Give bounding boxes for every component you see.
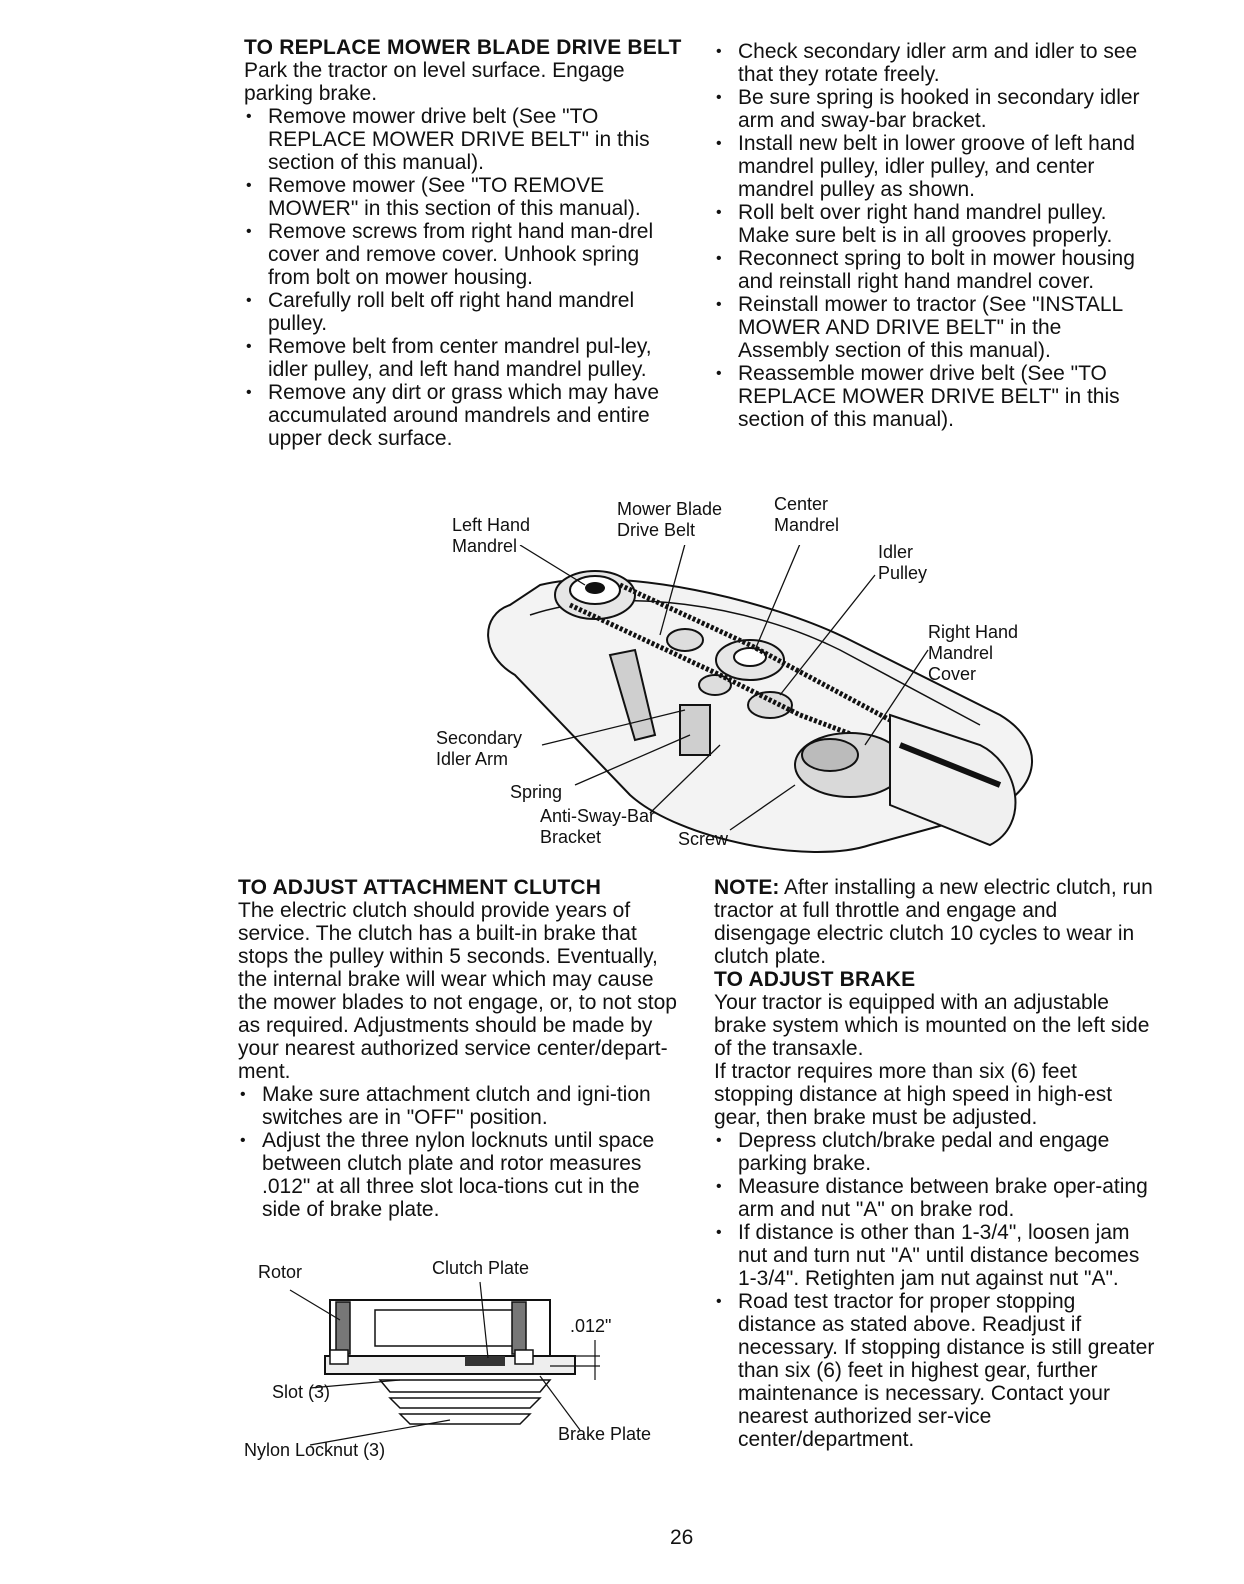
label-idler-pulley: Idler Pulley	[878, 542, 928, 583]
list-item: • Road test tractor for proper stopping distance as stated above. Readjust if necessary. If stopping distance is still greater than six (6) feet in highest gear, further maintenance is necessary. Contact your nearest authorized ser-vice center/department.	[714, 1290, 1159, 1451]
section-replace-blade-belt-continued	[714, 40, 1154, 431]
label-nylon-locknut: Nylon Locknut (3)	[244, 1440, 386, 1460]
steps-list-right	[714, 40, 1154, 431]
brake-paragraph-2: If tractor requires more than six (6) feet stopping distance at high speed in high-est gear, then brake must be adjusted.	[714, 1060, 1113, 1129]
list-item: • Reinstall mower to tractor (See "INSTALL MOWER AND DRIVE BELT" in the Assembly section of this manual).	[714, 293, 1154, 362]
mower-deck-illustration	[420, 545, 1060, 875]
list-item: • Be sure spring is hooked in secondary idler arm and sway-bar bracket.	[714, 86, 1154, 132]
clutch-steps-list	[238, 1083, 683, 1221]
label-left-hand-mandrel: Left Hand Mandrel	[452, 515, 531, 556]
label-spring: Spring	[510, 782, 563, 802]
label-screw: Screw	[678, 829, 729, 849]
label-mower-blade-drive-belt: Mower Blade Drive Belt	[617, 499, 723, 540]
steps-list-left	[244, 105, 684, 450]
label-center-mandrel: Center Mandrel	[774, 494, 840, 535]
list-item: • Measure distance between brake oper-ating arm and nut "A" on brake rod.	[714, 1175, 1159, 1221]
list-item: • Carefully roll belt off right hand mandrel pulley.	[244, 289, 684, 335]
label-brake-plate: Brake Plate	[558, 1424, 652, 1444]
label-gap-measurement: .012"	[570, 1316, 612, 1336]
list-item: • If distance is other than 1-3/4", loosen jam nut and turn nut "A" until distance becomes 1-3/4". Retighten jam nut against nut "A".	[714, 1221, 1159, 1290]
label-right-hand-mandrel-cover: Right Hand Mandrel Cover	[928, 622, 1019, 684]
label-rotor: Rotor	[258, 1262, 303, 1282]
list-item: • Remove mower drive belt (See "TO REPLACE MOWER DRIVE BELT" in this section of this manual).	[244, 105, 684, 174]
list-item: • Remove screws from right hand man-drel cover and remove cover. Unhook spring from bolt on mower housing.	[244, 220, 684, 289]
list-item: • Install new belt in lower groove of left hand mandrel pulley, idler pulley, and center mandrel pulley as shown.	[714, 132, 1154, 201]
note-label: NOTE:	[714, 876, 780, 899]
heading-adjust-clutch: TO ADJUST ATTACHMENT CLUTCH	[238, 876, 602, 899]
list-item: • Remove belt from center mandrel pul-ley, idler pulley, and left hand mandrel pulley.	[244, 335, 684, 381]
label-anti-sway-bar-bracket: Anti-Sway-Bar Bracket	[540, 806, 656, 847]
section-adjust-brake	[714, 876, 1159, 1451]
heading-replace-blade-belt: TO REPLACE MOWER BLADE DRIVE BELT	[244, 36, 682, 59]
section-replace-blade-belt	[244, 36, 684, 450]
list-item: • Check secondary idler arm and idler to see that they rotate freely.	[714, 40, 1154, 86]
list-item: • Reassemble mower drive belt (See "TO REPLACE MOWER DRIVE BELT" in this section of this manual).	[714, 362, 1154, 431]
list-item: • Depress clutch/brake pedal and engage parking brake.	[714, 1129, 1159, 1175]
list-item: • Remove mower (See "TO REMOVE MOWER" in this section of this manual).	[244, 174, 684, 220]
clutch-paragraph: The electric clutch should provide years of service. The clutch has a built-in brake that stops the pulley within 5 seconds. Eventually, the internal brake will wear which may cause the mower blades to not engage, or, to not stop as required. Adjustments should be made by your nearest authorized service center/depart-ment.	[238, 899, 677, 1083]
note-paragraph	[714, 876, 1159, 968]
heading-adjust-brake: TO ADJUST BRAKE	[714, 968, 916, 991]
intro-paragraph: Park the tractor on level surface. Engage parking brake.	[244, 59, 625, 105]
page-number: 26	[670, 1526, 694, 1549]
list-item: • Reconnect spring to bolt in mower housing and reinstall right hand mandrel cover.	[714, 247, 1154, 293]
note-text: After installing a new electric clutch, run tractor at full throttle and engage and disengage electric clutch 10 cycles to wear in clutch plate.	[714, 876, 1153, 968]
section-adjust-clutch	[238, 876, 683, 1221]
brake-paragraph-1: Your tractor is equipped with an adjustable brake system which is mounted on the left side of the transaxle.	[714, 991, 1150, 1060]
label-secondary-idler-arm: Secondary Idler Arm	[436, 728, 523, 769]
list-item: • Remove any dirt or grass which may have accumulated around mandrels and entire upper deck surface.	[244, 381, 684, 450]
brake-steps-list	[714, 1129, 1159, 1451]
label-slot: Slot (3)	[272, 1382, 331, 1402]
list-item: • Make sure attachment clutch and igni-tion switches are in "OFF" position.	[238, 1083, 683, 1129]
label-clutch-plate: Clutch Plate	[432, 1258, 530, 1278]
list-item: • Adjust the three nylon locknuts until space between clutch plate and rotor measures .012" at all three slot loca-tions cut in the side of brake plate.	[238, 1129, 683, 1221]
list-item: • Roll belt over right hand mandrel pulley. Make sure belt is in all grooves properly.	[714, 201, 1154, 247]
